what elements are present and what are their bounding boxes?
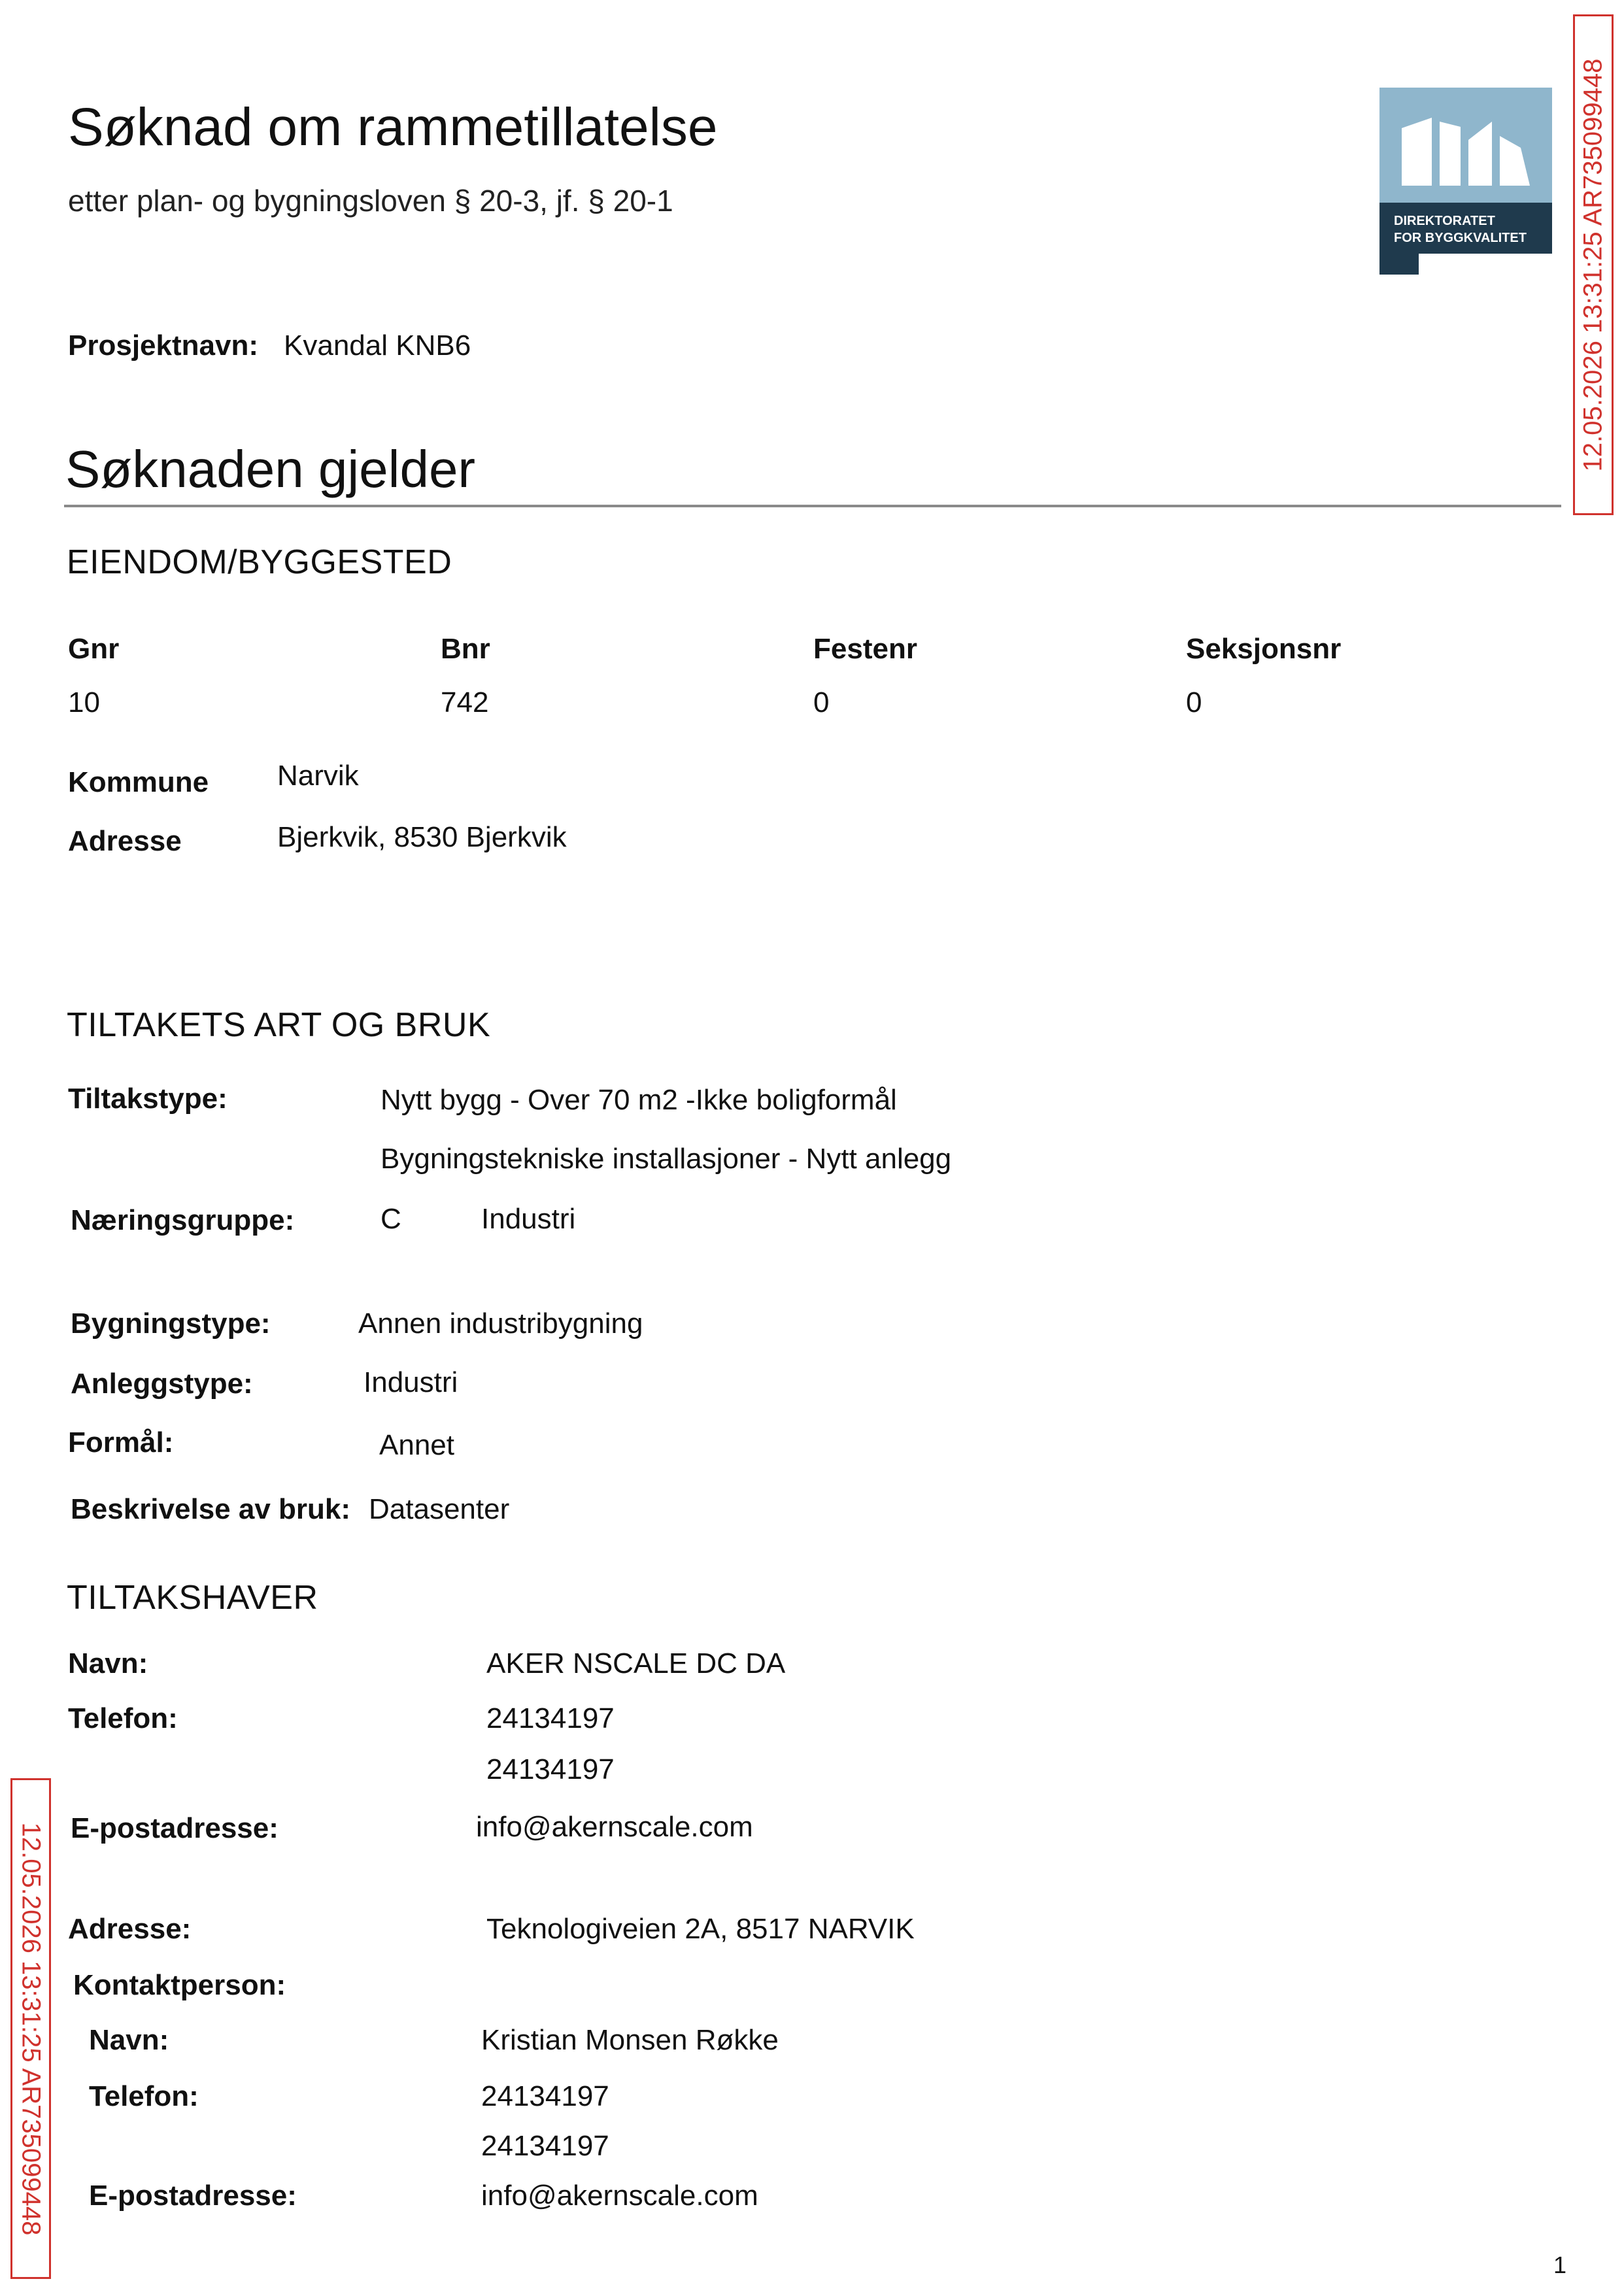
seksjonsnr-label: Seksjonsnr [1186, 633, 1342, 665]
beskrivelse-value: Datasenter [369, 1493, 510, 1525]
kommune-value: Narvik [277, 760, 359, 792]
telefon-label: Telefon: [68, 1702, 178, 1734]
kontakt-telefon-value-1: 24134197 [481, 2080, 609, 2112]
kontaktperson-label: Kontaktperson: [73, 1969, 286, 2001]
telefon-value-1: 24134197 [486, 1702, 615, 1734]
tiltakshaver-heading: TILTAKSHAVER [67, 1579, 318, 1617]
navn-value: AKER NSCALE DC DA [486, 1647, 786, 1679]
kontakt-telefon-value-2: 24134197 [481, 2130, 609, 2162]
logo-line2: FOR BYGGKVALITET [1394, 231, 1527, 245]
kontakt-epost-label: E-postadresse: [89, 2180, 297, 2212]
kontakt-telefon-label: Telefon: [89, 2080, 199, 2112]
kontakt-navn-value: Kristian Monsen Røkke [481, 2024, 779, 2056]
logo-line1: DIREKTORATET [1394, 214, 1495, 228]
project-value: Kvandal KNB6 [284, 329, 471, 362]
project-label: Prosjektnavn: [68, 329, 258, 362]
tiltak-heading: TILTAKETS ART OG BRUK [67, 1006, 491, 1044]
seksjonsnr-value: 0 [1186, 686, 1202, 718]
festenr-label: Festenr [813, 633, 917, 665]
page-number: 1 [1553, 2252, 1567, 2278]
logo-bottom-panel [1379, 203, 1552, 254]
formal-label: Formål: [68, 1426, 174, 1459]
tiltakshaver-adresse-value: Teknologiveien 2A, 8517 NARVIK [486, 1913, 915, 1945]
bygningstype-value: Annen industribygning [358, 1307, 643, 1340]
tiltakstype-value-1: Nytt bygg - Over 70 m2 -Ikke boligformål [381, 1084, 897, 1116]
festenr-value: 0 [813, 686, 830, 718]
epost-value: info@akernscale.com [476, 1811, 753, 1843]
dibk-logo [1379, 88, 1552, 275]
document-title: Søknad om rammetillatelse [68, 97, 718, 157]
gnr-label: Gnr [68, 633, 120, 665]
anleggstype-value: Industri [364, 1366, 458, 1398]
beskrivelse-label: Beskrivelse av bruk: [71, 1493, 351, 1525]
tiltakstype-value-2: Bygningstekniske installasjoner - Nytt anlegg [381, 1143, 952, 1175]
timestamp-stamp-top [1573, 14, 1614, 515]
naeringsgruppe-code: C [381, 1203, 401, 1235]
tiltakshaver-adresse-label: Adresse: [68, 1913, 192, 1945]
kontakt-navn-label: Navn: [89, 2024, 169, 2056]
gnr-value: 10 [68, 686, 100, 718]
kontakt-epost-value: info@akernscale.com [481, 2180, 758, 2212]
tiltakstype-label: Tiltakstype: [68, 1083, 228, 1115]
naeringsgruppe-label: Næringsgruppe: [71, 1204, 295, 1236]
eiendom-heading: EIENDOM/BYGGESTED [67, 543, 452, 581]
kommune-label: Kommune [68, 766, 209, 798]
document-subtitle: etter plan- og bygningsloven § 20-3, jf. § 20-1 [68, 184, 673, 218]
naeringsgruppe-value: Industri [481, 1203, 576, 1235]
adresse-value: Bjerkvik, 8530 Bjerkvik [277, 821, 567, 853]
section-title: Søknaden gjelder [65, 440, 476, 498]
stamp-text: 12.05.2026 13:31:25 AR735099448 [16, 1822, 46, 2235]
anleggstype-label: Anleggstype: [71, 1368, 253, 1400]
stamp-text: 12.05.2026 13:31:25 AR735099448 [1578, 58, 1608, 471]
formal-value: Annet [379, 1429, 454, 1461]
telefon-value-2: 24134197 [486, 1753, 615, 1785]
bnr-value: 742 [441, 686, 489, 718]
bnr-label: Bnr [441, 633, 490, 665]
epost-label: E-postadresse: [71, 1812, 279, 1844]
adresse-label: Adresse [68, 825, 182, 857]
timestamp-stamp-side [10, 1778, 51, 2279]
bygningstype-label: Bygningstype: [71, 1307, 271, 1340]
navn-label: Navn: [68, 1647, 148, 1679]
section-divider [64, 505, 1561, 507]
